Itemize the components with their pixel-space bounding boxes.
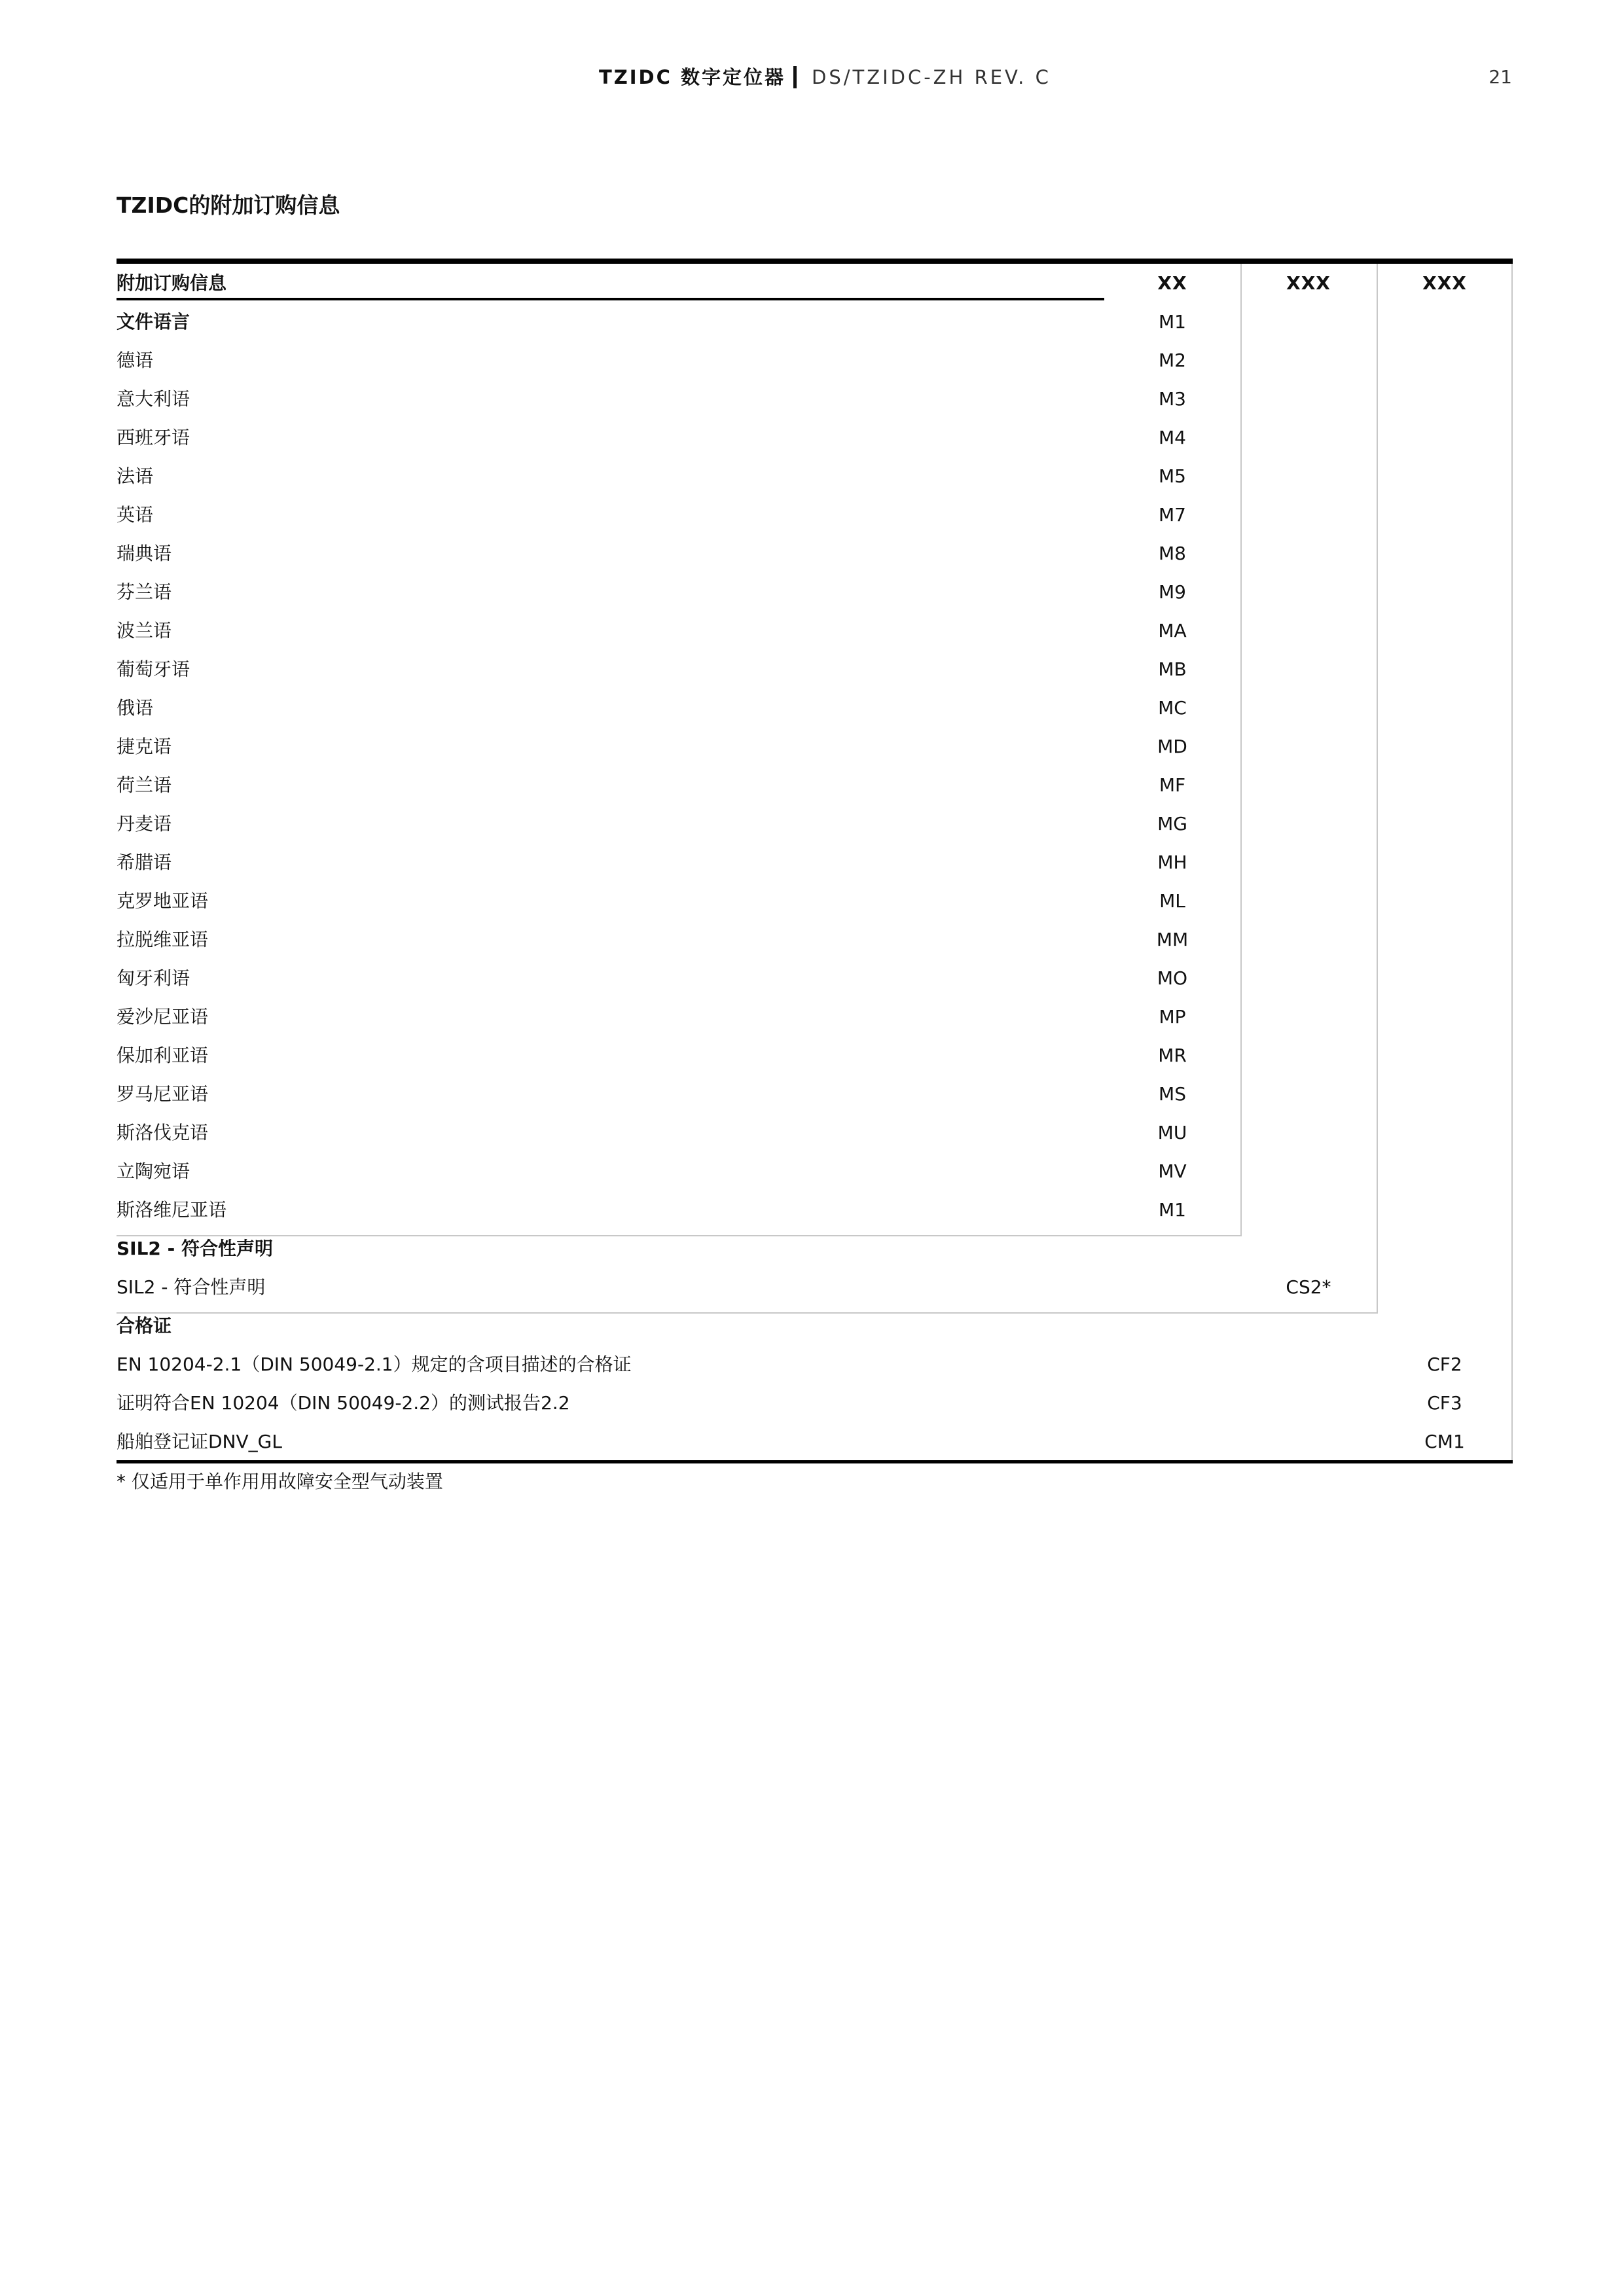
- row-label: 爱沙尼亚语: [117, 1006, 209, 1028]
- table-row: [117, 1345, 1513, 1384]
- footnote: * 仅适用于单作用用故障安全型气动装置: [117, 1471, 443, 1492]
- order-code: MF: [1159, 774, 1186, 796]
- table-row: [117, 650, 1513, 689]
- row-label: 捷克语: [117, 736, 172, 757]
- row-label: 法语: [117, 465, 154, 487]
- section-title: TZIDC的附加订购信息: [117, 192, 340, 218]
- header-label: 附加订购信息: [117, 272, 227, 294]
- header-col-1: XX: [1157, 272, 1187, 294]
- row-label: 罗马尼亚语: [117, 1083, 209, 1105]
- group-heading: SIL2 - 符合性声明: [117, 1238, 274, 1259]
- header-underline: [117, 298, 1104, 300]
- order-code: CF3: [1427, 1392, 1462, 1414]
- table-top-rule: [117, 259, 1513, 264]
- order-code: MC: [1158, 697, 1187, 719]
- order-code: MS: [1159, 1083, 1186, 1105]
- order-code: MA: [1158, 620, 1187, 641]
- order-code: M1: [1159, 311, 1186, 332]
- order-code: MO: [1157, 967, 1188, 989]
- table-row: [117, 920, 1513, 959]
- order-code: MV: [1158, 1160, 1187, 1182]
- row-label: 证明符合EN 10204（DIN 50049-2.2）的测试报告2.2: [117, 1392, 570, 1414]
- row-label: EN 10204-2.1（DIN 50049-2.1）规定的含项目描述的合格证: [117, 1354, 632, 1375]
- col-1-border-right: [1240, 264, 1242, 1236]
- row-label: 克罗地亚语: [117, 890, 209, 912]
- table-row: [117, 804, 1513, 843]
- table-row: [117, 573, 1513, 611]
- table-row: [117, 1152, 1513, 1191]
- table-header-row: [117, 264, 1513, 302]
- table-row: [117, 611, 1513, 650]
- row-label: 英语: [117, 504, 154, 526]
- row-label: 西班牙语: [117, 427, 190, 448]
- sil-section-bottom: [117, 1312, 1378, 1314]
- table-row: [117, 727, 1513, 766]
- table-row: [117, 457, 1513, 495]
- row-label: 立陶宛语: [117, 1160, 190, 1182]
- table-row: [117, 997, 1513, 1036]
- row-label: 斯洛维尼亚语: [117, 1199, 227, 1221]
- order-code: M3: [1159, 388, 1186, 410]
- page-header: [0, 63, 1624, 91]
- order-code: ML: [1159, 890, 1185, 912]
- table-row: [117, 495, 1513, 534]
- table-row: [117, 1384, 1513, 1422]
- row-label: 荷兰语: [117, 774, 172, 796]
- header-divider: [793, 66, 797, 88]
- table-row: [117, 843, 1513, 882]
- order-code: MU: [1157, 1122, 1187, 1143]
- table-row: [117, 766, 1513, 804]
- order-code: CS2*: [1286, 1276, 1331, 1298]
- table-row: [117, 1113, 1513, 1152]
- order-code: CM1: [1424, 1431, 1465, 1452]
- row-label: 匈牙利语: [117, 967, 190, 989]
- table-row: [117, 882, 1513, 920]
- row-label: 保加利亚语: [117, 1045, 209, 1066]
- order-code: M5: [1159, 465, 1186, 487]
- table-row: [117, 341, 1513, 380]
- order-code: M7: [1159, 504, 1186, 526]
- order-code: MP: [1159, 1006, 1186, 1028]
- row-label: 船舶登记证DNV_GL: [117, 1431, 282, 1452]
- order-code: MM: [1156, 929, 1189, 950]
- row-label: 意大利语: [117, 388, 190, 410]
- row-label: 芬兰语: [117, 581, 172, 603]
- order-code: M4: [1159, 427, 1186, 448]
- order-code: M9: [1159, 581, 1186, 603]
- row-label: 拉脱维亚语: [117, 929, 209, 950]
- header-col-3: XXX: [1422, 272, 1467, 294]
- row-label: SIL2 - 符合性声明: [117, 1276, 266, 1298]
- row-label: 德语: [117, 350, 154, 371]
- table-bottom-rule: [117, 1460, 1513, 1463]
- row-label: 葡萄牙语: [117, 658, 190, 680]
- order-code: M1: [1159, 1199, 1186, 1221]
- row-label: 瑞典语: [117, 543, 172, 564]
- order-code: M8: [1159, 543, 1186, 564]
- ordering-table: [117, 259, 1513, 1466]
- group-heading: 文件语言: [117, 311, 190, 332]
- order-code: CF2: [1427, 1354, 1462, 1375]
- col-3-border-right: [1511, 264, 1513, 1462]
- col-2-border-right: [1377, 264, 1378, 1314]
- table-row: [117, 1422, 1513, 1461]
- table-row: [117, 959, 1513, 997]
- group-heading: 合格证: [117, 1315, 172, 1336]
- header-title: TZIDC 数字定位器: [598, 66, 785, 88]
- order-code: MG: [1157, 813, 1187, 834]
- page-number: 21: [1489, 66, 1512, 88]
- order-code: M2: [1159, 350, 1186, 371]
- header-doc-code: DS/TZIDC-ZH REV. C: [812, 66, 1051, 88]
- row-label: 丹麦语: [117, 813, 172, 834]
- header-col-2: XXX: [1286, 272, 1331, 294]
- table-row: [117, 689, 1513, 727]
- order-code: MR: [1158, 1045, 1187, 1066]
- row-label: 斯洛伐克语: [117, 1122, 209, 1143]
- table-row: [117, 380, 1513, 418]
- table-row: [117, 534, 1513, 573]
- table-row: [117, 1191, 1513, 1229]
- order-code: MD: [1157, 736, 1187, 757]
- table-row: [117, 1075, 1513, 1113]
- table-row: [117, 1036, 1513, 1075]
- table-row: [117, 1268, 1513, 1306]
- table-row: [117, 418, 1513, 457]
- table-row: [117, 302, 1513, 341]
- order-code: MB: [1158, 658, 1187, 680]
- row-label: 希腊语: [117, 852, 172, 873]
- row-label: 波兰语: [117, 620, 172, 641]
- language-section-bottom: [117, 1235, 1242, 1236]
- order-code: MH: [1157, 852, 1187, 873]
- row-label: 俄语: [117, 697, 154, 719]
